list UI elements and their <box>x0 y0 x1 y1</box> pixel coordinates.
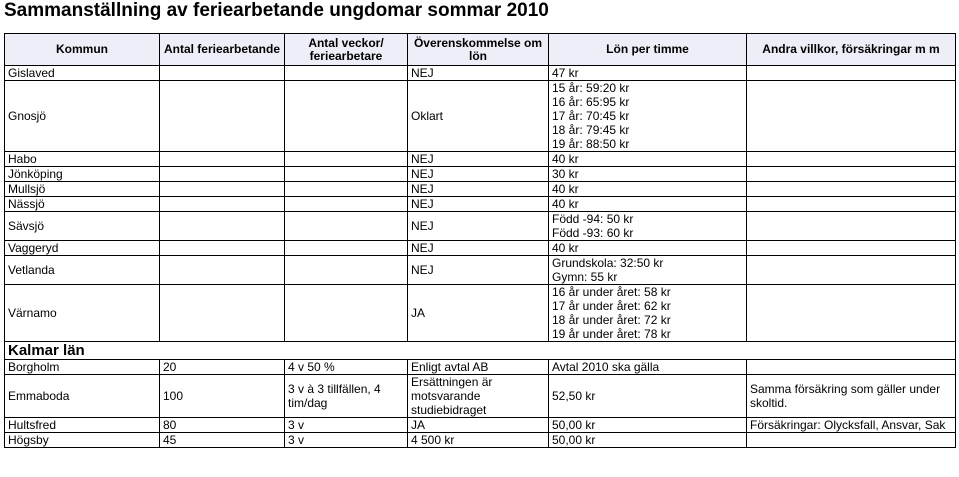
lon-line: 40 kr <box>552 241 579 255</box>
lon-line: 50,00 kr <box>552 433 596 447</box>
cell-veckor: 4 v 50 % <box>285 360 408 375</box>
table-body <box>5 66 956 448</box>
cell-kommun: Jönköping <box>5 167 160 182</box>
cell-overenskommelse: 4 500 kr <box>408 433 549 448</box>
cell-kommun: Hultsfred <box>5 418 160 433</box>
cell-veckor <box>285 182 408 197</box>
cell-andra-villkor <box>747 360 956 375</box>
cell-kommun: Emmaboda <box>5 375 160 418</box>
cell-kommun: Habo <box>5 152 160 167</box>
cell-veckor <box>285 152 408 167</box>
cell-veckor <box>285 66 408 81</box>
table-row <box>5 81 956 152</box>
cell-veckor: 3 v <box>285 433 408 448</box>
cell-antal: 20 <box>160 360 285 375</box>
cell-antal <box>160 256 285 285</box>
cell-veckor: 3 v <box>285 418 408 433</box>
cell-antal <box>160 182 285 197</box>
cell-antal: 45 <box>160 433 285 448</box>
table-row <box>5 197 956 212</box>
lon-line: Grundskola: 32:50 kr <box>552 256 664 270</box>
cell-lon-per-timme <box>549 433 747 448</box>
cell-antal <box>160 81 285 152</box>
cell-andra-villkor <box>747 197 956 212</box>
table-row <box>5 66 956 81</box>
cell-kommun: Mullsjö <box>5 182 160 197</box>
cell-antal <box>160 66 285 81</box>
cell-overenskommelse: JA <box>408 285 549 342</box>
lon-line: 47 kr <box>552 66 579 80</box>
lon-line: Född -94: 50 kr <box>552 212 634 226</box>
cell-antal <box>160 167 285 182</box>
cell-lon-per-timme <box>549 81 747 152</box>
cell-lon-per-timme <box>549 66 747 81</box>
cell-overenskommelse: NEJ <box>408 167 549 182</box>
cell-veckor <box>285 212 408 241</box>
cell-andra-villkor <box>747 212 956 241</box>
cell-kommun: Sävsjö <box>5 212 160 241</box>
cell-antal: 80 <box>160 418 285 433</box>
summary-table <box>4 33 956 448</box>
lon-line: 16 år: 65:95 kr <box>552 95 630 109</box>
cell-lon-per-timme <box>549 285 747 342</box>
cell-veckor <box>285 241 408 256</box>
cell-andra-villkor <box>747 66 956 81</box>
cell-overenskommelse: NEJ <box>408 152 549 167</box>
cell-andra-villkor <box>747 182 956 197</box>
cell-andra-villkor <box>747 285 956 342</box>
cell-veckor <box>285 167 408 182</box>
table-row <box>5 375 956 418</box>
lon-line: 40 kr <box>552 197 579 211</box>
table-row <box>5 418 956 433</box>
lon-line: 17 år: 70:45 kr <box>552 109 630 123</box>
cell-andra-villkor: Samma försäkring som gäller under skoltid. <box>747 375 956 418</box>
section-row <box>5 342 956 360</box>
cell-veckor <box>285 285 408 342</box>
cell-lon-per-timme <box>549 212 747 241</box>
cell-andra-villkor <box>747 256 956 285</box>
lon-line: 18 år under året: 72 kr <box>552 313 671 327</box>
cell-overenskommelse: NEJ <box>408 66 549 81</box>
cell-lon-per-timme <box>549 256 747 285</box>
lon-line: Född -93: 60 kr <box>552 226 634 240</box>
section-heading: Kalmar län <box>5 342 956 360</box>
cell-kommun: Gnosjö <box>5 81 160 152</box>
header-antal-feriearbetande: Antal feriearbetande <box>160 34 285 66</box>
cell-andra-villkor <box>747 81 956 152</box>
cell-lon-per-timme <box>549 418 747 433</box>
header-lon-per-timme: Lön per timme <box>549 34 747 66</box>
cell-antal <box>160 212 285 241</box>
table-row <box>5 182 956 197</box>
cell-kommun: Borgholm <box>5 360 160 375</box>
cell-veckor: 3 v à 3 tillfällen, 4 tim/dag <box>285 375 408 418</box>
cell-overenskommelse: Enligt avtal AB <box>408 360 549 375</box>
cell-antal: 100 <box>160 375 285 418</box>
lon-line: 19 år under året: 78 kr <box>552 327 671 341</box>
header-overenskommelse: Överenskommelse om lön <box>408 34 549 66</box>
cell-overenskommelse: NEJ <box>408 182 549 197</box>
cell-lon-per-timme <box>549 375 747 418</box>
cell-lon-per-timme <box>549 241 747 256</box>
table-row <box>5 433 956 448</box>
lon-line: 15 år: 59:20 kr <box>552 81 630 95</box>
table-row <box>5 152 956 167</box>
table-row <box>5 285 956 342</box>
cell-andra-villkor <box>747 433 956 448</box>
lon-line: Gymn: 55 kr <box>552 270 618 284</box>
cell-kommun: Högsby <box>5 433 160 448</box>
cell-overenskommelse: NEJ <box>408 256 549 285</box>
cell-antal <box>160 152 285 167</box>
cell-antal <box>160 285 285 342</box>
lon-line: 40 kr <box>552 152 579 166</box>
cell-veckor <box>285 197 408 212</box>
cell-overenskommelse: Ersättningen är motsvarande studiebidraget <box>408 375 549 418</box>
cell-andra-villkor <box>747 167 956 182</box>
cell-lon-per-timme <box>549 197 747 212</box>
cell-andra-villkor <box>747 241 956 256</box>
cell-overenskommelse: NEJ <box>408 241 549 256</box>
cell-veckor <box>285 256 408 285</box>
cell-overenskommelse: Oklart <box>408 81 549 152</box>
cell-lon-per-timme <box>549 152 747 167</box>
cell-overenskommelse: NEJ <box>408 212 549 241</box>
header-andra-villkor: Andra villkor, försäkringar m m <box>747 34 956 66</box>
lon-line: 40 kr <box>552 182 579 196</box>
cell-lon-per-timme <box>549 167 747 182</box>
lon-line: 18 år: 79:45 kr <box>552 123 630 137</box>
table-row <box>5 256 956 285</box>
lon-line: 16 år under året: 58 kr <box>552 285 671 299</box>
lon-line: 30 kr <box>552 167 579 181</box>
cell-antal <box>160 197 285 212</box>
cell-overenskommelse: NEJ <box>408 197 549 212</box>
lon-line: 52,50 kr <box>552 389 596 403</box>
lon-line: 19 år: 88:50 kr <box>552 137 630 151</box>
cell-lon-per-timme <box>549 182 747 197</box>
cell-kommun: Vaggeryd <box>5 241 160 256</box>
header-row <box>5 34 956 66</box>
table-row <box>5 241 956 256</box>
cell-kommun: Vetlanda <box>5 256 160 285</box>
lon-line: 50,00 kr <box>552 418 596 432</box>
cell-kommun: Värnamo <box>5 285 160 342</box>
lon-line: 17 år under året: 62 kr <box>552 299 671 313</box>
table-row <box>5 360 956 375</box>
cell-lon-per-timme <box>549 360 747 375</box>
header-kommun: Kommun <box>5 34 160 66</box>
header-antal-veckor: Antal veckor/ feriearbetare <box>285 34 408 66</box>
cell-veckor <box>285 81 408 152</box>
cell-kommun: Nässjö <box>5 197 160 212</box>
lon-line: Avtal 2010 ska gälla <box>552 360 660 374</box>
cell-overenskommelse: JA <box>408 418 549 433</box>
cell-antal <box>160 241 285 256</box>
page-title: Sammanställning av feriearbetande ungdomar sommar 2010 <box>4 0 549 21</box>
table-row <box>5 212 956 241</box>
cell-andra-villkor: Försäkringar: Olycksfall, Ansvar, Sak <box>747 418 956 433</box>
cell-kommun: Gislaved <box>5 66 160 81</box>
table-row <box>5 167 956 182</box>
cell-andra-villkor <box>747 152 956 167</box>
